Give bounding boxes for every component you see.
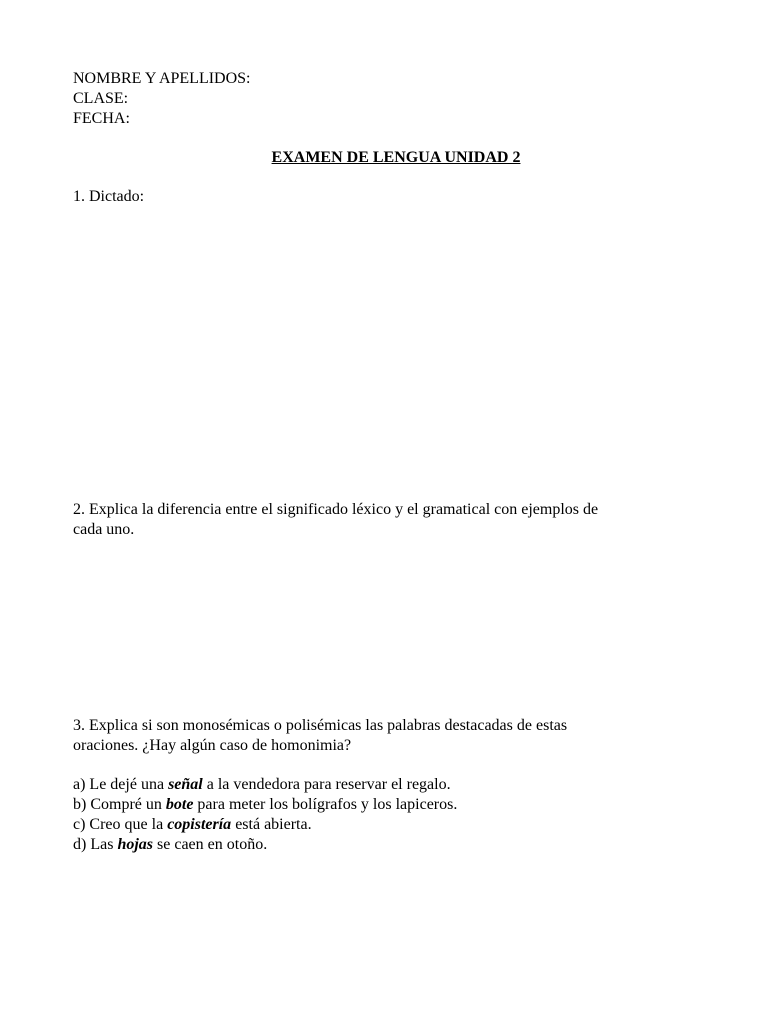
question-1: 1. Dictado: <box>73 188 145 205</box>
exam-title: EXAMEN DE LENGUA UNIDAD 2 <box>271 149 521 166</box>
question-3-item-c <box>73 815 312 835</box>
question-2-line-1: 2. Explica la diferencia entre el significado léxico y el gramatical con ejemplos de <box>73 501 599 518</box>
item-d-keyword: hojas <box>117 836 154 853</box>
question-3-item-a <box>73 775 451 795</box>
item-b-before: b) Compré un <box>73 796 166 813</box>
item-c-keyword: copistería <box>167 816 232 833</box>
item-b-after: para meter los bolígrafos y los lapiceros. <box>193 796 458 813</box>
item-c-before: c) Creo que la <box>73 816 168 833</box>
item-d-before: d) Las <box>73 836 118 853</box>
question-2-line-2: cada uno. <box>73 521 135 538</box>
name-label: NOMBRE Y APELLIDOS: <box>73 70 251 87</box>
item-a-before: a) Le dejé una <box>73 776 169 793</box>
item-b-keyword: bote <box>165 796 194 813</box>
item-a-keyword: señal <box>168 776 203 793</box>
item-a-after: a la vendedora para reservar el regalo. <box>202 776 451 793</box>
item-d-after: se caen en otoño. <box>153 836 268 853</box>
question-3-line-2: oraciones. ¿Hay algún caso de homonimia? <box>73 737 352 754</box>
question-3-line-1: 3. Explica si son monosémicas o polisémicas las palabras destacadas de estas <box>73 717 568 734</box>
question-3-item-d <box>73 835 267 855</box>
question-3-item-b <box>73 795 457 815</box>
item-c-after: está abierta. <box>231 816 312 833</box>
date-label: FECHA: <box>73 110 130 127</box>
class-label: CLASE: <box>73 90 129 107</box>
